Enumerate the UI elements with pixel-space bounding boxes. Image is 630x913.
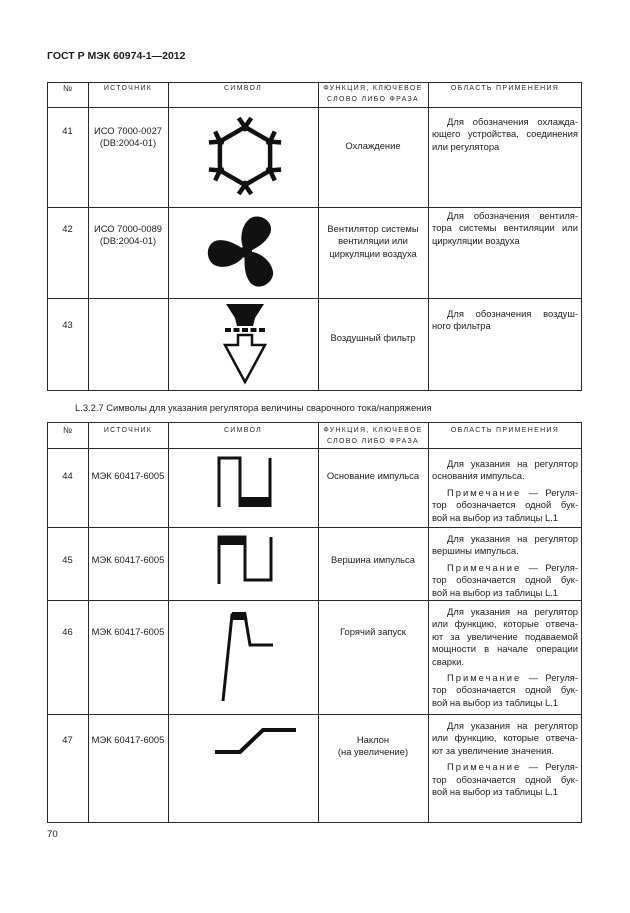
table-rule [318, 423, 319, 822]
source-line: (DB:2004-01) [99, 235, 157, 247]
table-rule [428, 423, 429, 822]
area-line: вершины импульса. [432, 545, 519, 557]
row-46-area [432, 606, 578, 709]
column-header-area: ОБЛАСТЬ ПРИМЕНЕНИЯ [450, 85, 560, 92]
area-line: Для обозначения воздуш- [447, 308, 578, 319]
row-46-source [88, 626, 168, 638]
area-line: ют за увеличение значения. [432, 744, 555, 756]
note-line: — Регуля- [528, 486, 579, 498]
function-line: Воздушный фильтр [330, 332, 416, 343]
hot-start-icon [216, 606, 278, 706]
row-42-function [318, 223, 428, 260]
column-header-source: ИСТОЧНИК [103, 427, 153, 434]
row-43-function [318, 332, 428, 344]
column-header-source: ИСТОЧНИК [103, 85, 153, 92]
area-line: Для обозначения вентиля- [447, 210, 578, 221]
function-line: (на увеличение) [337, 746, 409, 758]
source-line: (DB:2004-01) [99, 137, 157, 149]
row-44-source [88, 470, 168, 482]
note-line: вой на выбор из таблицы L.1 [432, 586, 558, 598]
table-rule [48, 600, 581, 601]
row-42-area [432, 210, 578, 247]
row-42-number: 42 [62, 223, 73, 234]
row-45-function [318, 554, 428, 566]
source-line: МЭК 60417-6005 [91, 626, 165, 637]
area-line: циркуляции воздуха [432, 234, 520, 246]
note-first-line [432, 562, 578, 574]
area-line: Для указания на регулятор [447, 458, 578, 469]
fan-icon [206, 212, 286, 292]
note-label: Примечание [447, 672, 522, 684]
row-41-function [318, 140, 428, 152]
row-46-number: 46 [62, 626, 73, 637]
row-44-function [318, 470, 428, 482]
table-rule [168, 83, 169, 390]
column-header-function-line: СЛОВО ЛИБО ФРАЗА [326, 438, 420, 445]
area-line: ющего устройства, соединения [432, 128, 578, 140]
column-header-num: № [62, 83, 73, 93]
page-number: 70 [47, 829, 58, 840]
row-47-number: 47 [62, 734, 73, 745]
row-47-source [88, 734, 168, 746]
note-line: тор обозначается одной бук- [432, 499, 578, 511]
slope-up-icon [212, 724, 300, 758]
function-line: циркуляции воздуха [329, 247, 417, 259]
row-41-source [88, 125, 168, 150]
document-title: ГОСТ Р МЭК 60974-1—2012 [47, 50, 186, 62]
note-line: — Регуля- [528, 561, 579, 573]
note-block [432, 761, 578, 798]
pulse-top-icon [214, 531, 276, 589]
table-rule [48, 107, 581, 108]
note-line: вой на выбор из таблицы L.1 [432, 696, 558, 708]
area-line: Для обозначения охлажда- [447, 116, 578, 127]
note-block [432, 562, 578, 599]
function-line: Вентилятор системы [327, 223, 419, 234]
row-45-area [432, 533, 578, 599]
function-line: Вершина импульса [331, 554, 415, 565]
area-line: основания импульса. [432, 470, 525, 482]
row-41-number: 41 [62, 125, 73, 136]
table-rule [428, 83, 429, 390]
function-line: вентиляции или [338, 235, 408, 247]
row-45-source [88, 554, 168, 566]
note-line: — Регуля- [528, 672, 579, 684]
note-block [432, 672, 578, 709]
note-line: тор обозначается одной бук- [432, 773, 578, 785]
note-label: Примечание [447, 761, 522, 773]
source-line: МЭК 60417-6005 [91, 734, 165, 745]
note-line: — Регуля- [528, 761, 579, 773]
note-first-line [432, 761, 578, 773]
function-line: Наклон [356, 734, 390, 745]
column-header-function [318, 425, 428, 448]
row-43-number: 43 [62, 319, 73, 330]
area-line: сварки. [432, 655, 464, 667]
source-line: ИСО 7000-0089 [93, 223, 163, 234]
function-line: Охлаждение [345, 140, 401, 151]
row-47-area [432, 720, 578, 798]
column-header-symbol: СИМВОЛ [223, 85, 263, 92]
table-rule [168, 423, 169, 822]
area-line: мощности в начале операции [432, 643, 578, 655]
table-rule [48, 448, 581, 449]
table-rule [48, 207, 581, 208]
note-first-line [432, 487, 578, 499]
air-filter-icon [220, 301, 270, 386]
pulse-base-icon [214, 452, 276, 512]
note-line: тор обозначается одной бук- [432, 574, 578, 586]
area-line: Для указания на регулятор [447, 606, 578, 617]
row-44-area [432, 458, 578, 524]
snowflake-icon [205, 116, 285, 196]
table-rule [88, 423, 89, 822]
area-line: ют за увеличение подаваемой [432, 630, 578, 642]
area-line: или функцию, которые отвеча- [432, 618, 578, 630]
area-line: или функцию, которые отвеча- [432, 732, 578, 744]
column-header-area: ОБЛАСТЬ ПРИМЕНЕНИЯ [450, 427, 560, 434]
area-line: Для указания на регулятор [447, 720, 578, 731]
note-first-line [432, 672, 578, 684]
column-header-function-line: СЛОВО ЛИБО ФРАЗА [326, 96, 420, 103]
row-46-function [318, 626, 428, 638]
section-caption: L.3.2.7 Символы для указания регулятора величины сварочного тока/напряжения [75, 402, 432, 413]
column-header-function-line: ФУНКЦИЯ, КЛЮЧЕВОЕ [323, 84, 423, 92]
note-line: тор обозначается одной бук- [432, 684, 578, 696]
source-line: МЭК 60417-6005 [91, 470, 165, 481]
source-line: МЭК 60417-6005 [91, 554, 165, 565]
note-line: вой на выбор из таблицы L.1 [432, 511, 558, 523]
table-rule [48, 714, 581, 715]
function-line: Горячий запуск [340, 626, 406, 637]
table-rule [48, 298, 581, 299]
area-line: Для указания на регулятор [447, 533, 578, 544]
note-label: Примечание [447, 561, 522, 573]
source-line: ИСО 7000-0027 [93, 125, 163, 136]
row-47-function [318, 734, 428, 759]
row-41-area [432, 116, 578, 153]
function-line: Основание импульса [326, 470, 420, 481]
area-line: ного фильтра [432, 320, 491, 332]
area-line: тора системы вентиляции или [432, 222, 578, 234]
column-header-function [318, 83, 428, 106]
row-42-source [88, 223, 168, 248]
column-header-function-line: ФУНКЦИЯ, КЛЮЧЕВОЕ [323, 426, 423, 434]
note-line: вой на выбор из таблицы L.1 [432, 786, 558, 798]
area-line: или регулятора [432, 140, 500, 152]
note-block [432, 487, 578, 524]
column-header-symbol: СИМВОЛ [223, 427, 263, 434]
column-header-num: № [62, 425, 73, 435]
row-43-area [432, 308, 578, 333]
row-44-number: 44 [62, 470, 73, 481]
note-label: Примечание [447, 486, 522, 498]
table-rule [48, 527, 581, 528]
row-45-number: 45 [62, 554, 73, 565]
